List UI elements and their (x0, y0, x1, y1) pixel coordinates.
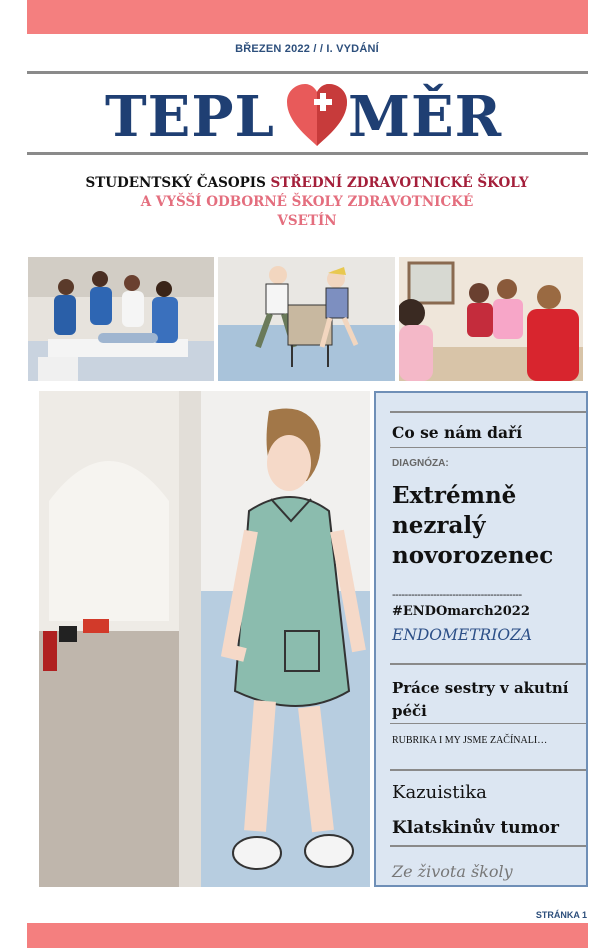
page-number: STRÁNKA 1 (535, 910, 587, 920)
contents-panel (374, 391, 588, 887)
article-klatskinuv-tumor: Klatskinův tumor (392, 818, 559, 838)
photo-wall-mural (218, 257, 395, 381)
top-band (27, 0, 588, 34)
panel-rule (390, 411, 586, 413)
photo-nursing-practice (28, 257, 214, 381)
diagnosis-label: DIAGNÓZA: (392, 458, 449, 469)
endo-hashtag: #ENDOmarch2022 (392, 604, 530, 619)
heart-cross-icon (285, 82, 349, 148)
masthead-title-right: MĚR (348, 84, 503, 150)
photo-corridor-nurse-mural (39, 391, 370, 887)
subtitle-school: STŘEDNÍ ZDRAVOTNICKÉ ŠKOLY (270, 175, 529, 191)
subtitle-magazine: STUDENTSKÝ ČASOPIS (85, 175, 271, 191)
masthead-bottom-rule (27, 152, 588, 155)
masthead (0, 78, 614, 150)
issue-line: BŘEZEN 2022 / / I. VYDÁNÍ (235, 43, 379, 55)
panel-rule (390, 723, 586, 724)
endometrioza-heading: ENDOMETRIOZA (392, 626, 532, 644)
panel-rule (390, 769, 586, 771)
panel-rule (390, 845, 586, 847)
subtitle-line2: A VYŠŠÍ ODBORNÉ ŠKOLY ZDRAVOTNICKÉ (140, 194, 474, 210)
diagnosis-title: Extrémně nezralý novorozenec (392, 482, 554, 569)
rubrika-label: RUBRIKA I MY JSME ZAČÍNALI… (392, 735, 548, 746)
masthead-top-rule (27, 71, 588, 74)
panel-rule (390, 447, 586, 448)
panel-rule (390, 663, 586, 665)
subtitle-line3: VSETÍN (277, 213, 337, 229)
dash-separator: ----------------------------------------- (392, 589, 522, 601)
section-ze-zivota-skoly: Ze života školy (392, 862, 513, 881)
school-subtitle (0, 174, 614, 231)
bottom-band (27, 923, 588, 948)
section-co-se-nam-dari: Co se nám daří (392, 423, 523, 442)
article-prace-sestry: Práce sestry v akutní péči (392, 679, 569, 720)
masthead-title-left: TEPL (105, 84, 275, 150)
section-kazuistika: Kazuistika (392, 782, 487, 803)
photo-classroom (399, 257, 583, 381)
